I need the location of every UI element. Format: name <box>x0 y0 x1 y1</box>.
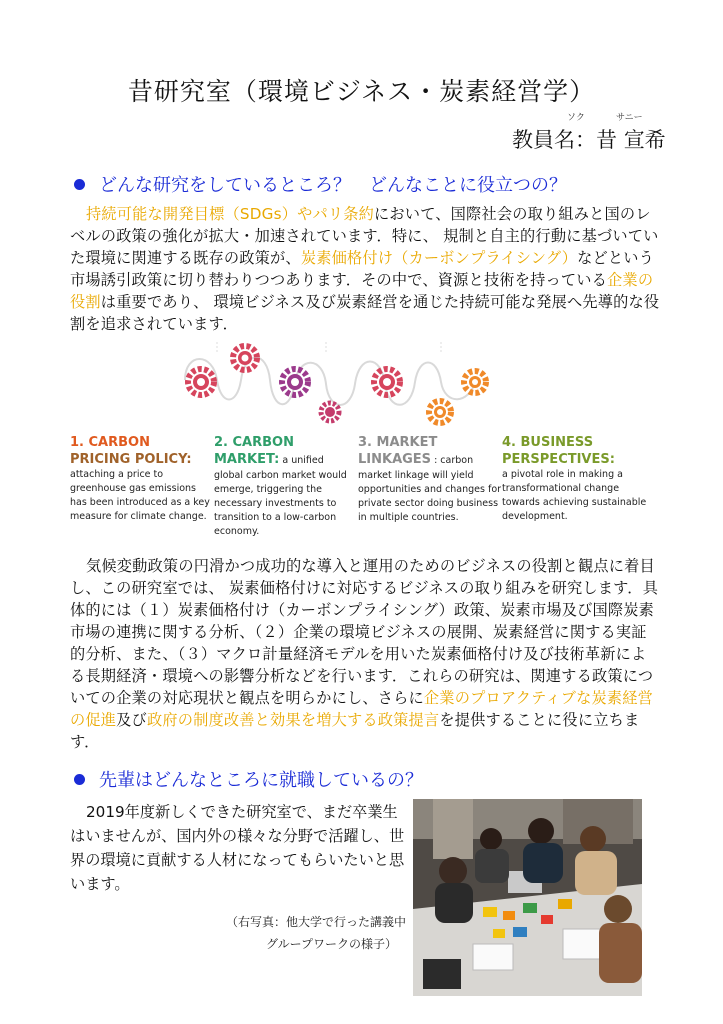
column-inline-text: a unified <box>279 455 324 466</box>
winding-path <box>185 358 475 406</box>
photo-illustration <box>413 799 642 996</box>
column-text: a pivotal role in making a transformational change towards achieving sustainable development. <box>502 469 647 522</box>
column-business-perspectives <box>502 434 647 524</box>
intro-text-3: は重要であり、 環境ビジネス及び炭素経営を通じた持続可能な発展へ先導的な役割を追求されています． <box>70 293 660 333</box>
group-work-photo <box>413 799 642 996</box>
highlight-sdgs: 持続可能な開発目標（SDGs）やパリ条約 <box>86 205 375 223</box>
highlight-carbon-pricing: 炭素価格付け（カーボンプライシング） <box>300 249 578 267</box>
ruby-family: ソク <box>567 113 585 123</box>
graduates-text-body: 2019年度新しくできた研究室で、まだ卒業生はいませんが、国内外の様々な分野で活躍し、世界の環境に貢献する人材になってもらいたいと思います。 <box>70 803 405 893</box>
section1-heading-text: どんな研究をしているところ？ どんなことに役立つの？ <box>99 175 567 196</box>
teacher-family-name: 昔 <box>596 128 617 152</box>
column-subtitle: PERSPECTIVES: <box>502 452 615 467</box>
intro-text-2: などという市場誘引政策に切り替わりつつあります．その中で、資源と技術を持っている <box>70 249 655 289</box>
column-carbon-pricing <box>70 434 215 524</box>
column-text: attaching a price to greenhouse gas emissions has been introduced as a key measure for climate change. <box>70 469 210 522</box>
column-title: 2. CARBON <box>214 435 294 450</box>
highlight-company-role: 企業の役割 <box>70 271 654 311</box>
column-title: 1. CARBON <box>70 435 150 450</box>
column-text: market linkage will yield opportunities and changes for private sector doing business in multiple countries. <box>358 470 502 523</box>
teacher-given-name: 宣希 <box>623 128 666 152</box>
column-carbon-market <box>214 434 359 539</box>
column-market-linkages <box>358 434 503 525</box>
research-text-1: 気候変動政策の円滑かつ成功的な導入と運用のためのビジネスの役割と観点に着目し、この研究室では、 炭素価格付けに対応するビジネスの取り組みを研究します．具体的には（１）炭素価格付け（カーボンプライシング）政策、炭素市場及び国際炭素市場の連携に関する分析、（２）企業の環境ビジネスの展開、炭素経営に関する実証的分析、また、（３）マクロ計量経済モデルを用いた炭素価格付け及び技術革新による長期経済・環境への影響分析などを行います．これらの研究は、関連する政策についての企業の対応現状と観点を明らかにし、さらに <box>70 557 659 707</box>
teacher-line <box>512 124 666 154</box>
research-text-2: 及び <box>116 711 147 729</box>
column-subtitle: PRICING POLICY: <box>70 452 192 467</box>
column-subtitle-line <box>214 451 359 469</box>
gear-icon <box>282 369 308 395</box>
highlight-policy: 政府の制度改善と効果を増大する政策提言 <box>146 711 440 729</box>
photo-caption-line1: （右写真：他大学で行った講義中 <box>226 915 407 929</box>
column-subtitle-line <box>358 451 503 469</box>
section2-heading-text: 先輩はどんなところに就職しているの？ <box>99 770 423 791</box>
column-subtitle: MARKET: <box>214 452 280 467</box>
graduates-text <box>70 800 410 896</box>
gear-icon <box>188 369 214 395</box>
highlight-proactive: 企業のプロアクティブな炭素経営の促進 <box>70 689 654 729</box>
gears-infographic <box>175 342 495 426</box>
section1-heading <box>74 171 567 197</box>
column-title: 3. MARKET <box>358 435 438 450</box>
section2-heading <box>74 766 423 792</box>
teacher-label: 教員名： <box>512 128 596 152</box>
intro-paragraph <box>70 203 660 335</box>
bullet-icon <box>74 179 85 190</box>
ruby-given: サニー <box>616 113 643 123</box>
research-paragraph <box>70 555 660 753</box>
gear-icon <box>464 371 486 393</box>
column-subtitle: LINKAGES <box>358 452 432 467</box>
gear-icon <box>429 401 451 423</box>
gear-icon <box>321 403 339 421</box>
bullet-icon <box>74 774 85 785</box>
research-text-3: を提供することに役に立ちます． <box>70 711 640 751</box>
intro-text-1: において、国際社会の取り組みと国のレベルの政策の強化が拡大・加速されています．特に、 規制と自主的行動に基づいていた環境に関連する既存の政策が、 <box>70 205 659 267</box>
column-title: 4. BUSINESS <box>502 435 594 450</box>
column-inline-text: : carbon <box>431 455 474 466</box>
column-text: global carbon market would emerge, triggering the necessary investments to transition to a low-carbon economy. <box>214 470 347 537</box>
photo-caption-line2: グループワークの様子） <box>266 937 398 951</box>
page-title: 昔研究室（環境ビジネス・炭素経営学） <box>127 77 596 106</box>
